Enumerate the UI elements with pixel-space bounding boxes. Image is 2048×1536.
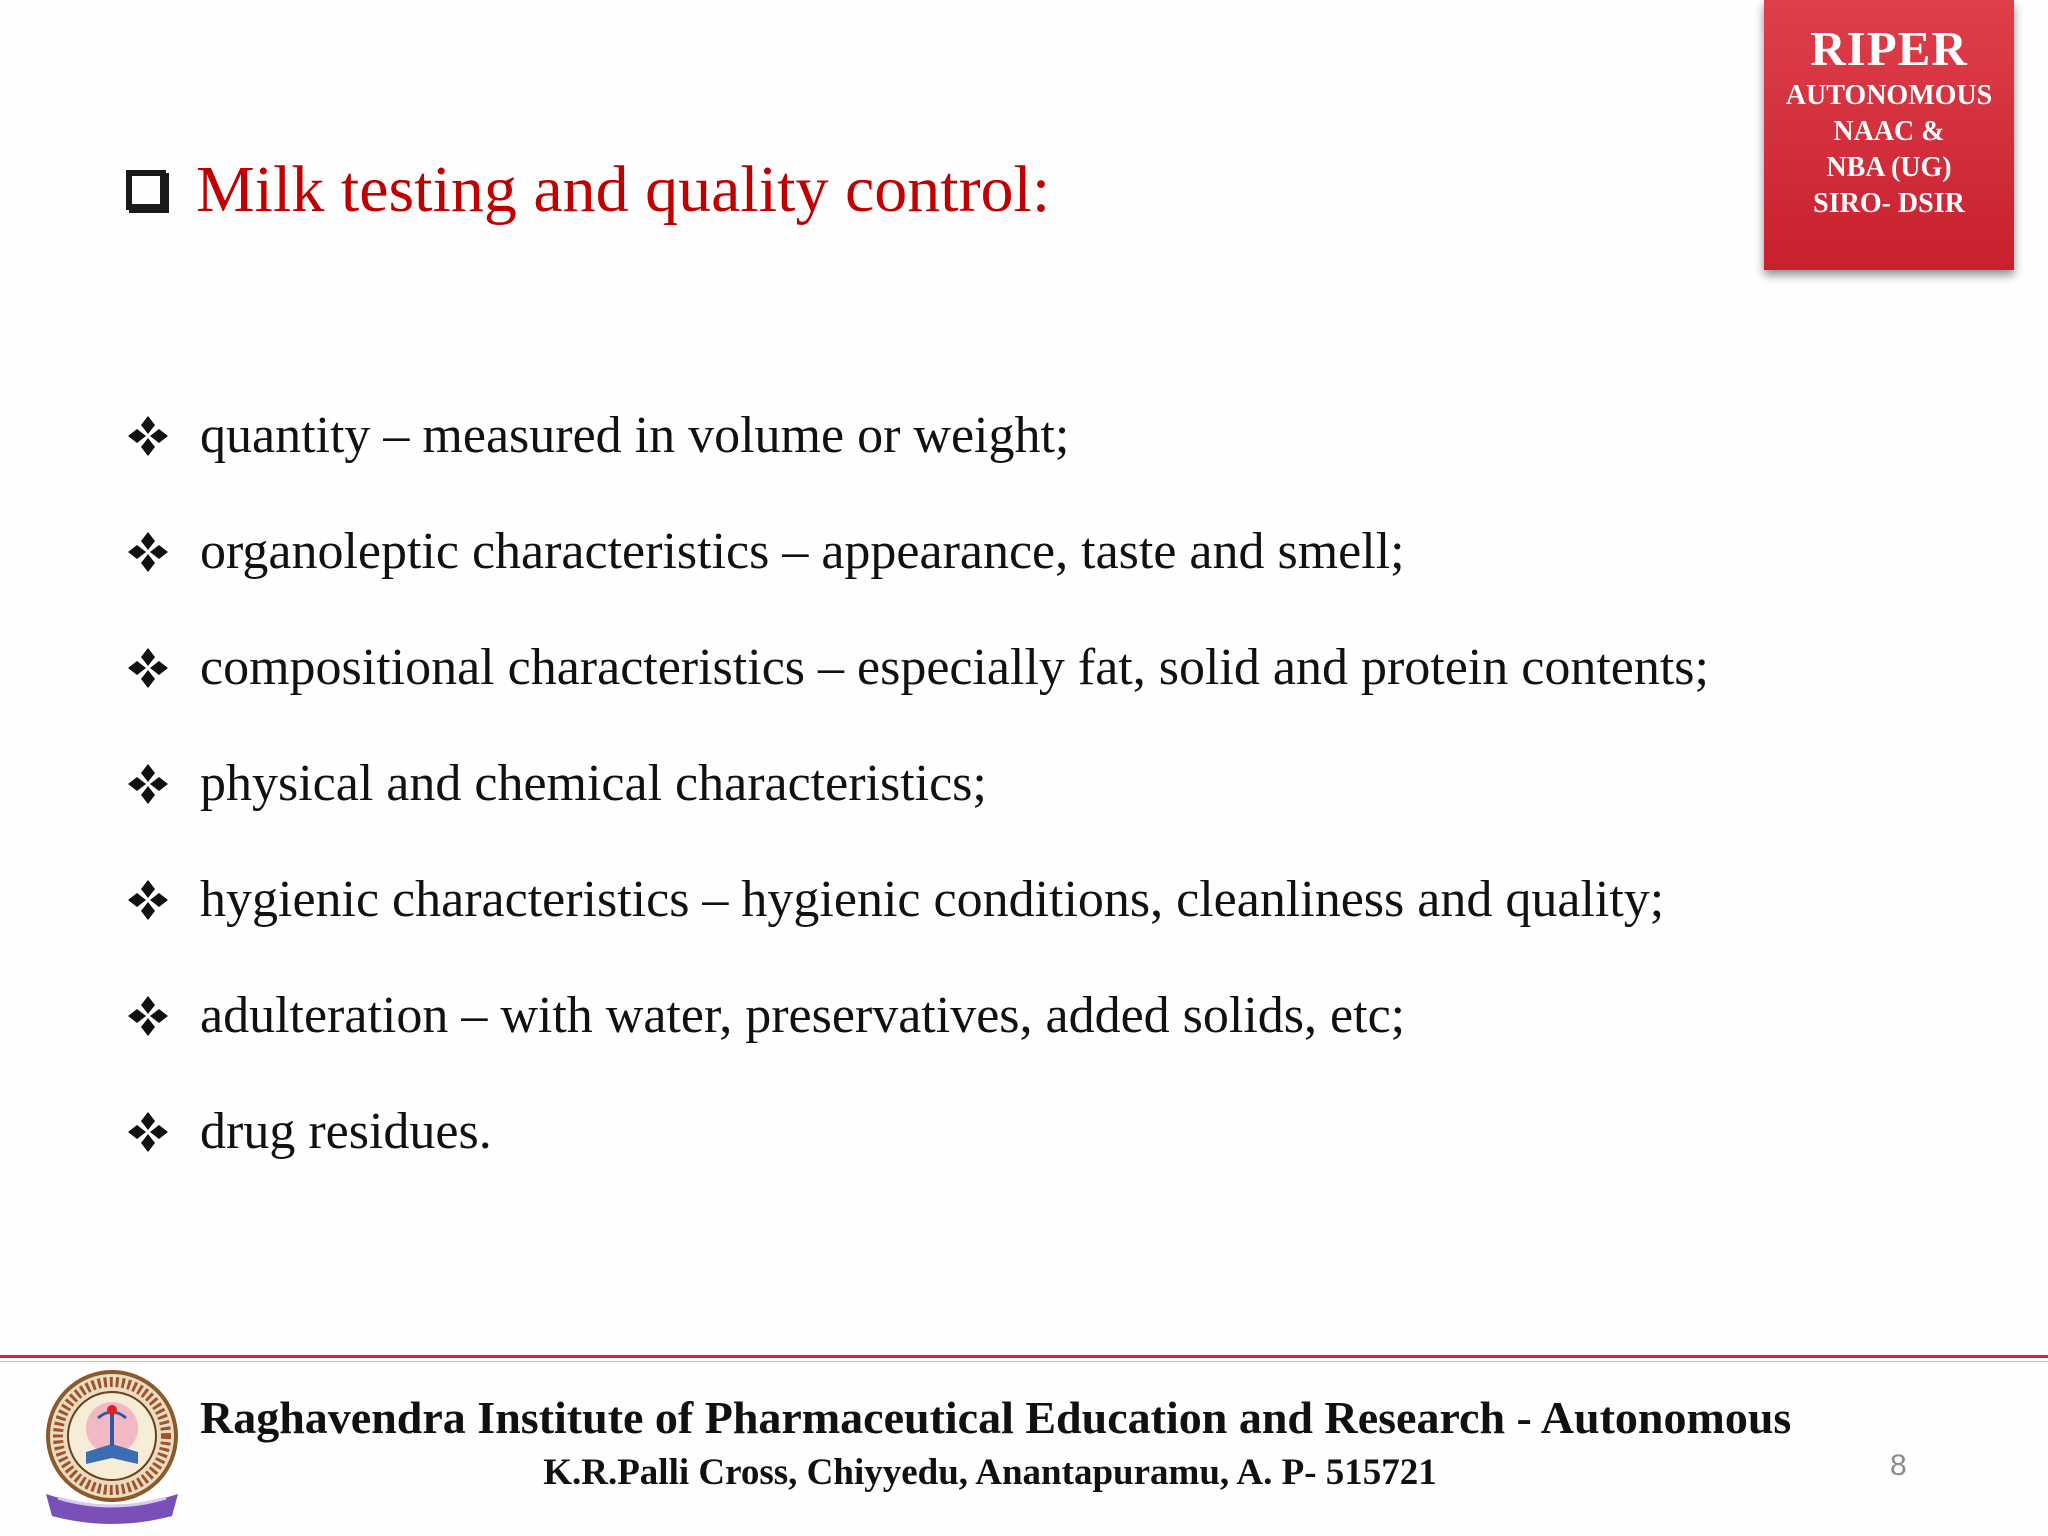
list-item-text: hygienic characteristics – hygienic conditions, cleanliness and quality; xyxy=(200,871,1665,928)
list-item xyxy=(126,494,1926,610)
list-item xyxy=(126,1074,1926,1190)
badge-line-siro: SIRO- DSIR xyxy=(1813,188,1965,219)
list-item-text: drug residues. xyxy=(200,1103,492,1160)
badge-line-nba: NBA (UG) xyxy=(1826,152,1952,183)
list-item-text: quantity – measured in volume or weight; xyxy=(200,407,1070,464)
four-diamond-icon xyxy=(126,994,170,1038)
college-seal-logo xyxy=(38,1366,186,1526)
four-diamond-icon xyxy=(126,878,170,922)
four-diamond-icon xyxy=(126,1110,170,1154)
badge-line-autonomous: AUTONOMOUS xyxy=(1785,80,1993,111)
list-item-text: compositional characteristics – especially fat, solid and protein contents; xyxy=(200,639,1709,696)
four-diamond-icon xyxy=(126,530,170,574)
four-diamond-icon xyxy=(126,646,170,690)
list-item xyxy=(126,610,1926,726)
institute-name: Raghavendra Institute of Pharmaceutical Education and Research - Autonomous xyxy=(200,1392,1792,1443)
slide-title: Milk testing and quality control: xyxy=(196,153,1051,226)
four-diamond-icon xyxy=(126,414,170,458)
four-diamond-icon xyxy=(126,762,170,806)
list-item xyxy=(126,842,1926,958)
badge-line-naac: NAAC & xyxy=(1833,116,1945,147)
list-item-text: physical and chemical characteristics; xyxy=(200,755,987,812)
list-item-text: adulteration – with water, preservatives, added solids, etc; xyxy=(200,987,1406,1044)
footer-divider xyxy=(0,1355,2048,1358)
bullet-list xyxy=(126,378,1926,1190)
hollow-square-icon xyxy=(126,170,166,210)
accreditation-badge xyxy=(1764,0,2014,270)
list-item-text: organoleptic characteristics – appearance, taste and smell; xyxy=(200,523,1405,580)
list-item xyxy=(126,378,1926,494)
footer-divider-shadow xyxy=(0,1361,2048,1362)
slide-title-row xyxy=(126,150,1050,230)
institute-address: K.R.Palli Cross, Chiyyedu, Anantapuramu, A. P- 515721 xyxy=(543,1452,1437,1493)
page-number: 8 xyxy=(1890,1449,1907,1482)
list-item xyxy=(126,726,1926,842)
list-item xyxy=(126,958,1926,1074)
badge-title: RIPER xyxy=(1810,21,1968,76)
